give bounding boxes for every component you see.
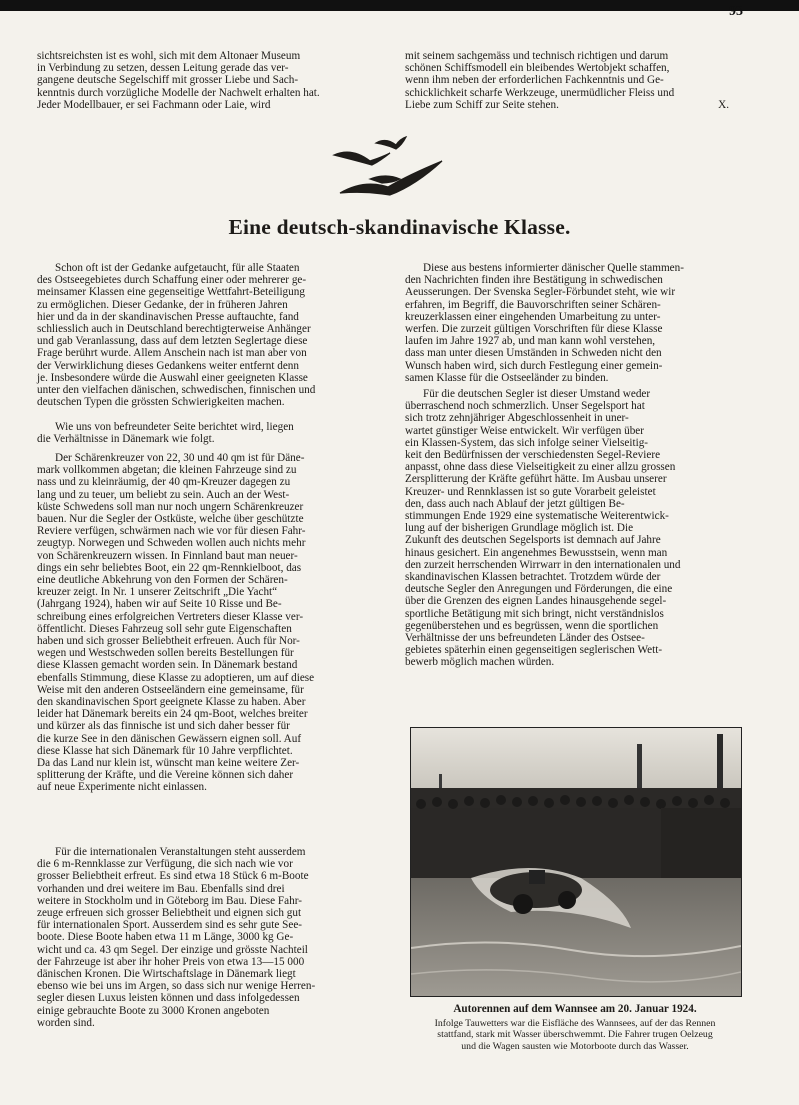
author-signature: X.: [718, 98, 729, 111]
previous-article-right-text: [405, 50, 737, 111]
article-title: Eine deutsch-skandinavische Klasse.: [228, 215, 571, 239]
race-photograph: [410, 727, 742, 997]
article-right-paragraph: Diese aus bestens informierter dänischer Quelle stammen- den Nachrichten finden ihre Bestätigung in schwedischen Aeusserungen. Der Svenska Segler-Förbundet steht, wie wir erfahren, im Begriff, die Bauvorschriften seiner Schären- kreuzerklassen einer eingehenden Umarbeitung zu unter- werfen. Die zurzeit gültigen Vorschriften für diese Klasse laufen im Jahre 1927 ab, und man kann wohl verstehen, dass man unter diesen Umständen in Schweden nicht den Wunsch haben wird, sich durch Festlegung einer gemein- samen Klasse für die Ostseeländer zu binden.: [405, 262, 684, 384]
article-left-paragraph: Schon oft ist der Gedanke aufgetaucht, für alle Staaten des Ostseegebietes durch Schaffung einer oder mehrerer ge- meinsamer Klassen eine gegenseitige Wettfahrt-Beteiligung zu ermöglichen. Dieser Gedanke, der in früheren Jahren hier und da in der skandinavischen Presse auftauchte, fand schliesslich auch in Deutschland berechtigterweise Anhänger und gab Veranlassung, dass auf dem letzten Seglertage diese Frage berührt wurde. Allem Anschein nach ist man aber von der Verwirklichung dieses Gedankens weiter entfernt denn je. Insbesondere würde die Auswahl einer geeigneten Klasse unter den vielfachen dänischen, schwedischen, finnischen und deutschen Typen die grössten Schwierigkeiten machen.: [37, 262, 316, 409]
seagulls-vignette: [330, 135, 448, 203]
page-number: 93: [729, 4, 743, 19]
scan-edge-bar: [0, 0, 799, 11]
article-left-paragraph: Der Schärenkreuzer von 22, 30 und 40 qm ist für Däne- mark vollkommen abgetan; die kleinen Fahrzeuge sind zu nass und zu kleinräumig, der 40 qm-Kreuzer dagegen zu lang und zu teuer, um beliebt zu sein. Auch an der West- küste Schwedens soll man nur noch ungern Schärenkreuzer bauen. Nur die Segler der Ostküste, welche über geschützte Reviere verfügen, schwärmen nach wie vor für diesen Fahr- zeugtyp. Norwegen und Schweden wollen auch nichts mehr von Schärenkreuzern wissen. In Finnland baut man neuer- dings ein sehr beliebtes Boot, ein 22 qm-Rennkielboot, das eine deutliche Abkehrung von den Formen der Schären- kreuzer zeigt. In Nr. 1 unserer Zeitschrift „Die Yacht“ (Jahrgang 1924), haben wir auf Seite 10 Risse und Be- schreibung eines erfolgreichen Vertreters dieser Klasse ver- öffentlicht. Dieses Fahrzeug soll sehr gute Eigenschaften haben und sich grosser Beliebtheit erfreuen. Auch für Nor- wegen und Westschweden sollen bereits Bestellungen für diese Klassen gemacht worden sein. In Dänemark bestand ebenfalls Stimmung, diese Klasse zu adoptieren, um auf diese Weise mit den anderen Ostseeländern eine gemeinsame, für den skandinavischen Sport geeignete Klasse zu haben. Aber leider hat Dänemark bereits ein 24 qm-Boot, welches breiter und kürzer als das finnische ist und sich daher besser für die kurze See in den dänischen Gewässern eignen soll. Auf diese Klasse hat sich Dänemark für 10 Jahre verpflichtet. Da das Land nur klein ist, wünscht man keine weitere Zer- splitterung der Kräfte, und die Vereine können sich daher auf neue Experimente nicht einlassen.: [37, 452, 315, 794]
article-right-paragraph: Für die deutschen Segler ist dieser Umstand weder überraschend noch schmerzlich. Unser Segelsport hat sich trotz zehnjähriger Abgeschlossenheit in uner- wartet günstiger Weise entwickelt. Wir verfügen über ein Klassen-System, das sich infolge seiner Vielseitig- keit den Bedürfnissen der verschiedensten Segel-Reviere anpasst, ohne dass diese Vielseitigkeit zu einer allzu grossen Zersplitterung der Kräfte geführt hätte. Im Ausbau unserer Kreuzer- und Rennklassen ist so gute Vorarbeit geleistet den, dass auch nach Ablauf der jetzt gültigen Be- stimmungen Ende 1929 eine systematische Weiterentwick- lung auf der bisherigen Grundlage möglich ist. Die Zukunft des deutschen Segelsports ist demnach auf Jahre hinaus gesichert. Ein angenehmes Bewusstsein, wenn man den zurzeit herrschenden Wirrwarr in den internationalen und skandinavischen Klassen betrachtet. Trotzdem würde der deutsche Segler den Anregungen und Förderungen, die eine über die Grenzen des eignen Landes hinausgehende segel- sportliche Betätigung mit sich bringt, nicht verständnislos gegenüberstehen und es begrüssen, wenn die sportlichen Verhältnisse der uns befreundeten Länder des Ostsee- gebietes späterhin einen gegenseitigen seglerischen Wett- bewerb möglich machen würden.: [405, 388, 681, 669]
seagull-icon: [376, 137, 406, 149]
seagull-icon: [370, 176, 400, 183]
figure-caption-title: Autorennen auf dem Wannsee am 20. Januar 1924.: [453, 1003, 697, 1015]
figure-caption-text: Infolge Tauwetters war die Eisfläche des Wannsees, auf der das Rennen stattfand, stark mit Wasser überschwemmt. Die Fahrer trugen Oelzeug und die Wagen sausten wie Motorboote durch das Wasser.: [434, 1018, 716, 1052]
article-left-paragraph: Für die internationalen Veranstaltungen steht ausserdem die 6 m-Rennklasse zur Verfügung, die sich nach wie vor grosser Beliebtheit erfreut. Es sind etwa 18 Stück 6 m-Boote vorhanden und drei weitere im Bau. Ebenfalls sind drei weitere in Stockholm und in Göteborg im Bau. Diese Fahr- zeuge erfreuen sich grosser Beliebtheit und eignen sich gut für internationalen Sport. Ausserdem sind es sehr gute See- boote. Diese Boote haben etwa 11 m Länge, 3000 kg Ge- wicht und ca. 43 qm Segel. Der einzige und grösste Nachteil der Fahrzeuge ist aber ihr hoher Preis von etwa 13—15 000 dänischen Kronen. Die Wirtschaftslage in Dänemark liegt ebenso wie bei uns im Argen, so dass sich nur wenige Herren- segler diesen Luxus leisten können und dass infolgedessen einige gebrauchte Boote zu 3000 Kronen angeboten worden sind.: [37, 846, 316, 1029]
article-left-paragraph: Wie uns von befreundeter Seite berichtet wird, liegen die Verhältnisse in Dänemark wie folgt.: [37, 421, 294, 446]
previous-article-right-body: mit seinem sachgemäss und technisch richtigen und darum schönen Schiffsmodell ein bleibendes Wertobjekt schaffen, wenn ihm neben der erforderlichen Fachkenntnis und Ge- schicklichkeit scharfe Werkzeuge, unermüdlicher Fleiss und Liebe zum Schiff zur Seite stehen.: [405, 50, 675, 111]
seagull-icon: [334, 152, 390, 165]
previous-article-left-text: sichtsreichsten ist es wohl, sich mit dem Altonaer Museum in Verbindung zu setzen, dessen Leitung gerade das ver- gangene deutsche Segelschiff mit grosser Liebe und Sach- kenntnis durch vorzügliche Modelle der Nachwelt erhalten hat. Jeder Modellbauer, er sei Fachmann oder Laie, wird: [37, 50, 320, 111]
